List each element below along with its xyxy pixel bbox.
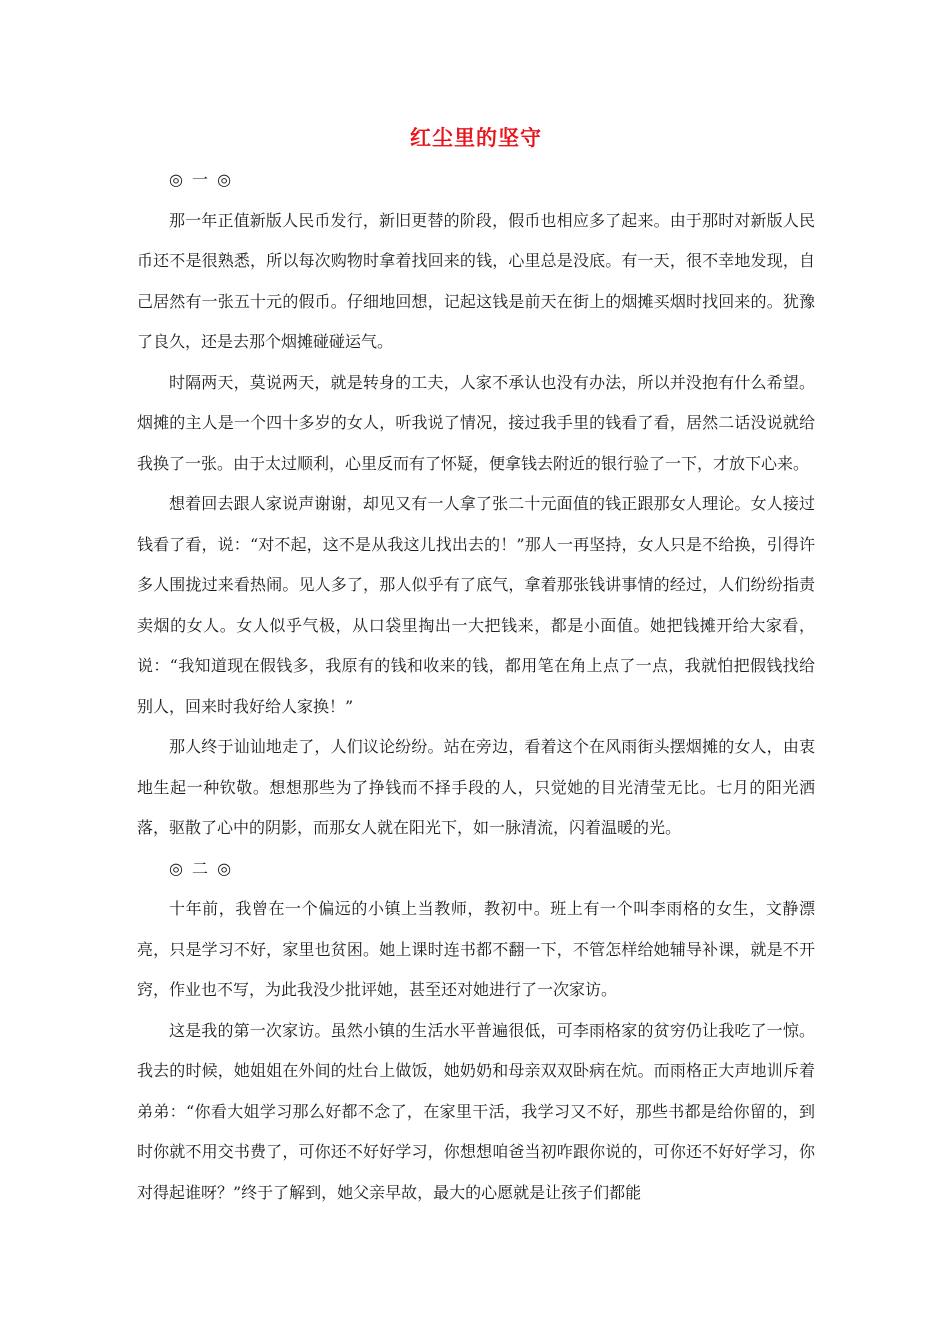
paragraph: 那人终于讪讪地走了，人们议论纷纷。站在旁边，看着这个在风雨街头摆烟摊的女人，由衷地生起一种钦敬。想想那些为了挣钱而不择手段的人，只觉她的目光清莹无比。七月的阳光洒落，驱散了心中的阴影，而那女人就在阳光下，如一脉清流，闪着温暖的光。	[137, 737, 815, 837]
paragraph: 想着回去跟人家说声谢谢，却见又有一人拿了张二十元面值的钱正跟那女人理论。女人接过钱看了看，说：“对不起，这不是从我这儿找出去的！”那人一再坚持，女人只是不给换，引得许多人围拢过来看热闹。见人多了，那人似乎有了底气，拿着那张钱讲事情的经过，人们纷纷指责卖烟的女人。女人似乎气极，从口袋里掏出一大把钱来，都是小面值。她把钱摊开给大家看，说：“我知道现在假钱多，我原有的钱和收来的钱，都用笔在角上点了一点，我就怕把假钱找给别人，回来时我好给人家换！”	[137, 494, 815, 716]
document-body	[137, 118, 815, 1213]
section-one	[137, 160, 815, 849]
section-marker: ◎ 一 ◎	[169, 170, 234, 189]
document-title: 红尘里的坚守	[410, 125, 542, 150]
paragraph: 十年前，我曾在一个偏远的小镇上当教师，教初中。班上有一个叫李雨格的女生，文静漂亮，只是学习不好，家里也贫困。她上课时连书都不翻一下，不管怎样给她辅导补课，就是不开窍，作业也不写，为此我没少批评她，甚至还对她进行了一次家访。	[137, 899, 815, 999]
section-two	[137, 849, 815, 1214]
paragraph: 这是我的第一次家访。虽然小镇的生活水平普遍很低，可李雨格家的贫穷仍让我吃了一惊。我去的时候，她姐姐在外间的灶台上做饭，她奶奶和母亲双双卧病在炕。而雨格正大声地训斥着弟弟：“你看大姐学习那么好都不念了，在家里干活，我学习又不好，那些书都是给你留的，到时你就不用交书费了，可你还不好好学习，你想想咱爸当初咋跟你说的，可你还不好好学习，你对得起谁呀？”终于了解到，她父亲早故，最大的心愿就是让孩子们都能	[137, 1020, 815, 1202]
paragraph: 那一年正值新版人民币发行，新旧更替的阶段，假币也相应多了起来。由于那时对新版人民币还不是很熟悉，所以每次购物时拿着找回来的钱，心里总是没底。有一天，很不幸地发现，自己居然有一张五十元的假币。仔细地回想，记起这钱是前天在街上的烟摊买烟时找回来的。犹豫了良久，还是去那个烟摊碰碰运气。	[137, 210, 815, 351]
section-marker: ◎ 二 ◎	[169, 858, 234, 878]
paragraph: 时隔两天，莫说两天，就是转身的工夫，人家不承认也没有办法，所以并没抱有什么希望。烟摊的主人是一个四十多岁的女人，听我说了情况，接过我手里的钱看了看，居然二话没说就给我换了一张。由于太过顺利，心里反而有了怀疑，便拿钱去附近的银行验了一下，才放下心来。	[137, 372, 815, 473]
